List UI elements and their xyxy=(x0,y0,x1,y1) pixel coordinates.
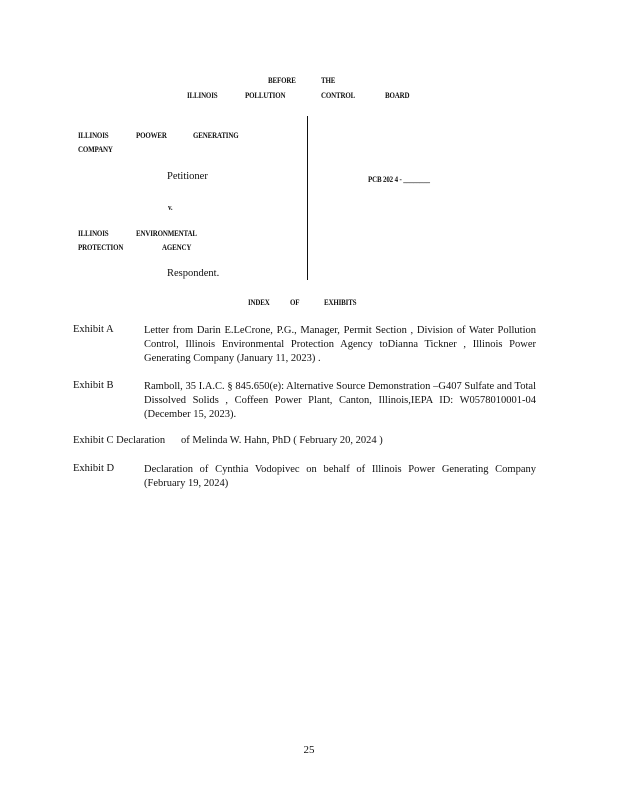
caption-divider xyxy=(307,116,308,280)
index-title-word-2: OF xyxy=(290,297,300,307)
exhibit-c-text: of Melinda W. Hahn, PhD ( February 20, 2024 ) xyxy=(181,435,383,446)
respondent-name-line2-word-1: PROTECTION xyxy=(78,242,124,252)
header-before: BEFORE xyxy=(268,75,296,85)
petitioner-name-word-2: POOWER xyxy=(136,130,167,140)
petitioner-name-line2: COMPANY xyxy=(78,144,113,154)
exhibit-b-text: Ramboll, 35 I.A.C. § 845.650(e): Alternative Source Demonstration –G407 Sulfate and Total Dissolved Solids , Coffeen Power Plant, Canton, Illinois,IEPA ID: W0578010001-04 (December 15, 2023). xyxy=(144,381,536,420)
respondent-name-word-2: ENVIRONMENTAL xyxy=(136,228,197,238)
index-title-word-3: EXHIBITS xyxy=(324,297,357,307)
exhibit-a-text: Letter from Darin E.LeCrone, P.G., Manager, Permit Section , Division of Water Pollution Control, Illinois Environmental Protection Agency toDianna Tickner , Illinois Power Generating Company (January 11, 2023) . xyxy=(144,325,536,364)
respondent-name-line2-word-2: AGENCY xyxy=(162,242,192,252)
exhibit-d-label: Exhibit D xyxy=(73,463,115,474)
header-pollution: POLLUTION xyxy=(245,90,286,100)
exhibit-c-label: Exhibit C Declaration xyxy=(73,435,166,446)
respondent-name-word-1: ILLINOIS xyxy=(78,228,109,238)
index-title-word-1: INDEX xyxy=(248,297,270,307)
page-number: 25 xyxy=(303,744,315,756)
petitioner-role: Petitioner xyxy=(167,171,208,182)
exhibit-b-label: Exhibit B xyxy=(73,380,114,391)
petitioner-name-word-1: ILLINOIS xyxy=(78,130,109,140)
header-board: BOARD xyxy=(385,90,410,100)
header-control: CONTROL xyxy=(321,90,356,100)
case-number: PCB 202 4 - ________ xyxy=(368,174,430,184)
exhibit-a-label: Exhibit A xyxy=(73,324,114,335)
header-illinois: ILLINOIS xyxy=(187,90,218,100)
header-the: THE xyxy=(321,75,336,85)
petitioner-name-word-3: GENERATING xyxy=(193,130,239,140)
respondent-role: Respondent. xyxy=(167,268,220,279)
versus: v. xyxy=(168,202,173,212)
exhibit-d-text: Declaration of Cynthia Vodopivec on behalf of Illinois Power Generating Company (February 19, 2024) xyxy=(144,464,536,489)
